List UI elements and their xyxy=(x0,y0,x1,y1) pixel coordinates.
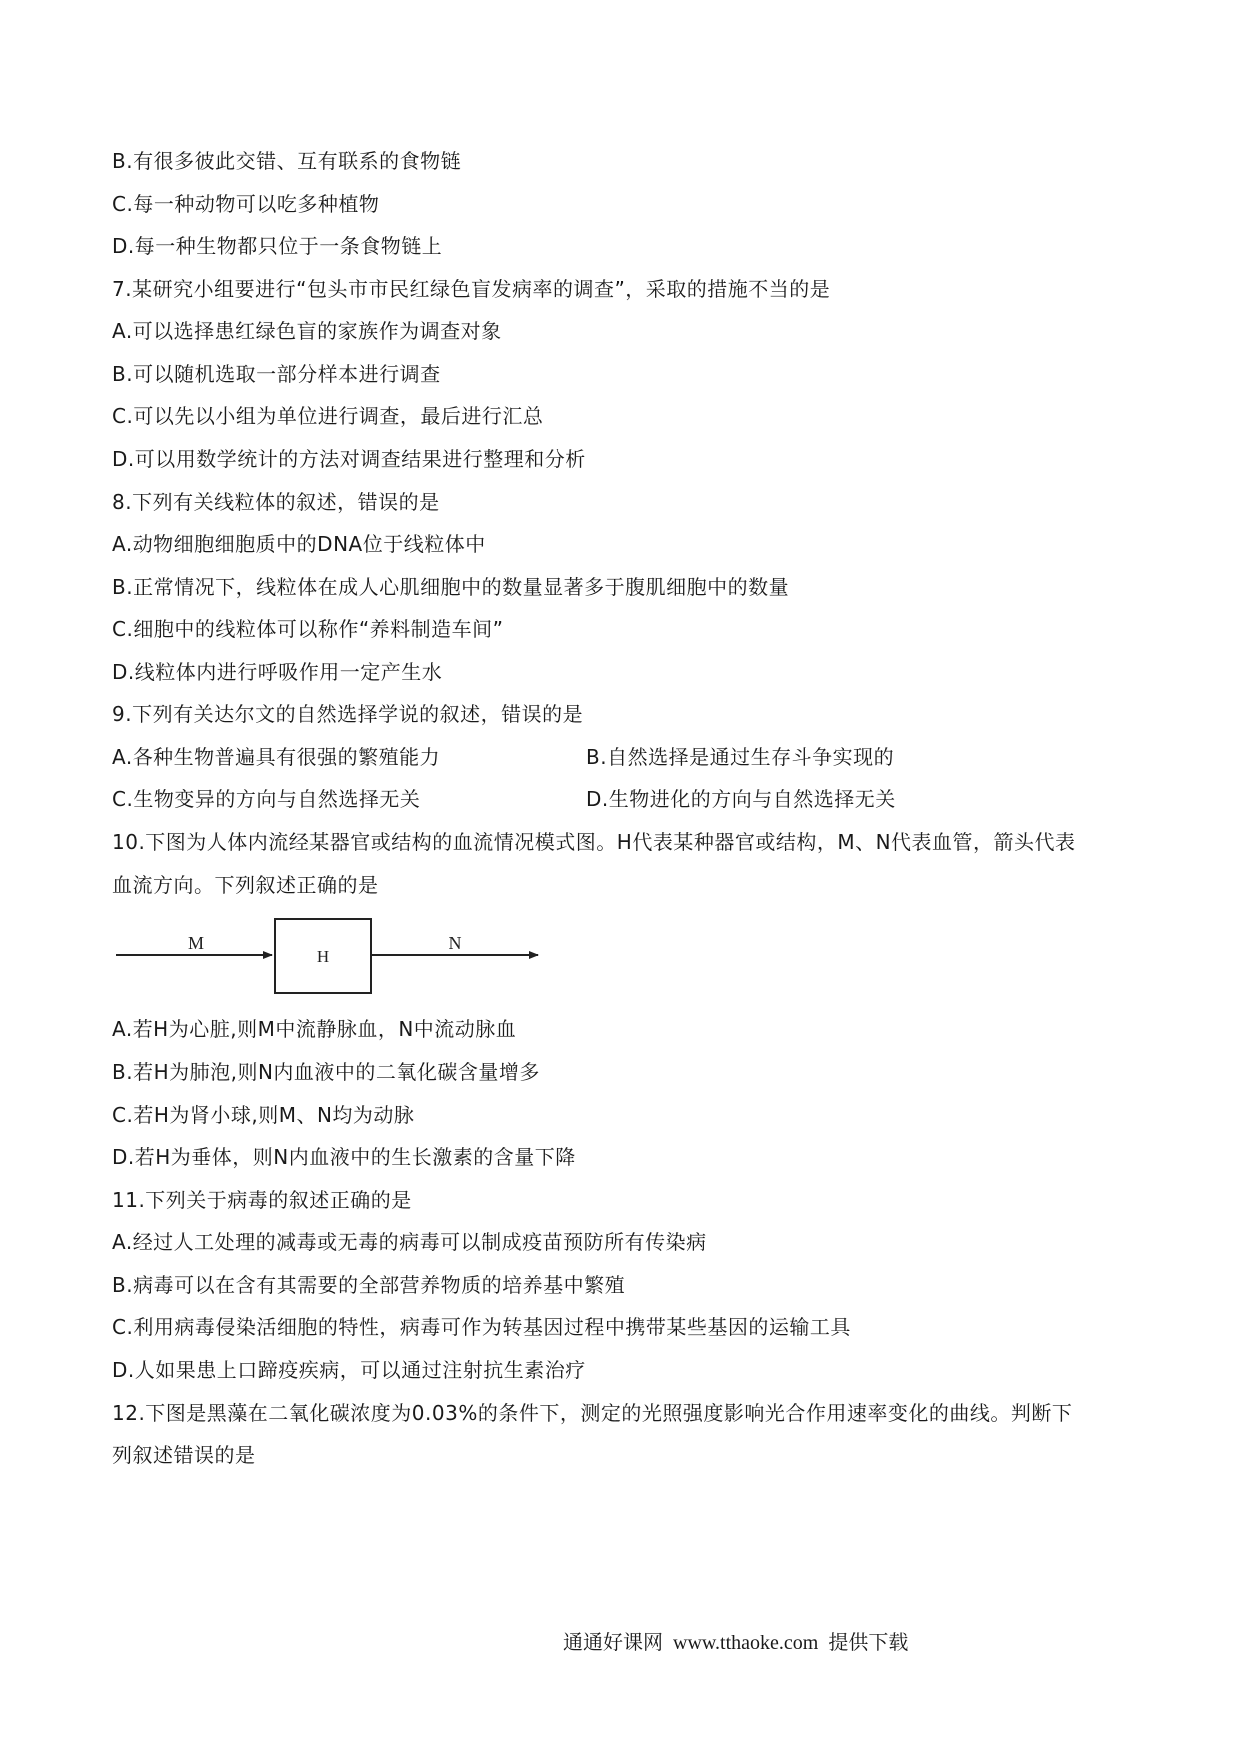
q6-option-b: B.有很多彼此交错、互有联系的食物链 xyxy=(112,149,462,173)
q10-stem-line1: 10.下图为人体内流经某器官或结构的血流情况模式图。H代表某种器官或结构，M、N代表血管，箭头代表 xyxy=(112,830,1076,854)
label-m: M xyxy=(187,933,205,953)
q7-stem: 7.某研究小组要进行“包头市市民红绿色盲发病率的调查”，采取的措施不当的是 xyxy=(112,277,831,301)
q12-stem-line2: 列叙述错误的是 xyxy=(112,1443,256,1467)
q8-stem: 8.下列有关线粒体的叙述，错误的是 xyxy=(112,490,440,514)
q10-option-d: D.若H为垂体，则N内血液中的生长激素的含量下降 xyxy=(112,1145,576,1169)
q10-option-b: B.若H为肺泡,则N内血液中的二氧化碳含量增多 xyxy=(112,1060,540,1084)
label-h: H xyxy=(316,947,330,966)
q7-option-d: D.可以用数学统计的方法对调查结果进行整理和分析 xyxy=(112,447,586,471)
footer-suffix: 提供下载 xyxy=(828,1630,909,1654)
q6-option-d: D.每一种生物都只位于一条食物链上 xyxy=(112,234,443,258)
q9-option-c: C.生物变异的方向与自然选择无关 xyxy=(112,787,421,811)
q8-option-a: A.动物细胞细胞质中的DNA位于线粒体中 xyxy=(112,532,486,556)
q9-option-a: A.各种生物普遍具有很强的繁殖能力 xyxy=(112,745,441,769)
q7-option-b: B.可以随机选取一部分样本进行调查 xyxy=(112,362,441,386)
q11-option-a: A.经过人工处理的减毒或无毒的病毒可以制成疫苗预防所有传染病 xyxy=(112,1230,707,1254)
q11-stem: 11.下列关于病毒的叙述正确的是 xyxy=(112,1188,412,1212)
q11-option-d: D.人如果患上口蹄疫疾病，可以通过注射抗生素治疗 xyxy=(112,1358,586,1382)
q12-stem-line1: 12.下图是黑藻在二氧化碳浓度为0.03%的条件下，测定的光照强度影响光合作用速率变化的曲线。判断下 xyxy=(112,1401,1073,1425)
footer-url[interactable]: www.tthaoke.com xyxy=(673,1632,819,1654)
q8-option-c: C.细胞中的线粒体可以称作“养料制造车间” xyxy=(112,617,504,641)
q8-option-d: D.线粒体内进行呼吸作用一定产生水 xyxy=(112,660,443,684)
q7-option-a: A.可以选择患红绿色盲的家族作为调查对象 xyxy=(112,319,502,343)
label-n: N xyxy=(448,933,462,953)
q10-stem-line2: 血流方向。下列叙述正确的是 xyxy=(112,873,379,897)
page-footer xyxy=(563,1628,908,1657)
blood-flow-diagram xyxy=(112,912,542,1004)
q8-option-b: B.正常情况下，线粒体在成人心肌细胞中的数量显著多于腹肌细胞中的数量 xyxy=(112,575,790,599)
q11-option-c: C.利用病毒侵染活细胞的特性，病毒可作为转基因过程中携带某些基因的运输工具 xyxy=(112,1315,851,1339)
q7-option-c: C.可以先以小组为单位进行调查，最后进行汇总 xyxy=(112,404,544,428)
q9-option-b: B.自然选择是通过生存斗争实现的 xyxy=(586,745,895,769)
q10-option-c: C.若H为肾小球,则M、N均为动脉 xyxy=(112,1103,415,1127)
q6-option-c: C.每一种动物可以吃多种植物 xyxy=(112,192,380,216)
footer-site-name: 通通好课网 xyxy=(563,1630,663,1654)
q10-option-a: A.若H为心脏,则M中流静脉血，N中流动脉血 xyxy=(112,1017,517,1041)
q9-option-d: D.生物进化的方向与自然选择无关 xyxy=(586,787,896,811)
q11-option-b: B.病毒可以在含有其需要的全部营养物质的培养基中繁殖 xyxy=(112,1273,626,1297)
q9-stem: 9.下列有关达尔文的自然选择学说的叙述，错误的是 xyxy=(112,702,584,726)
